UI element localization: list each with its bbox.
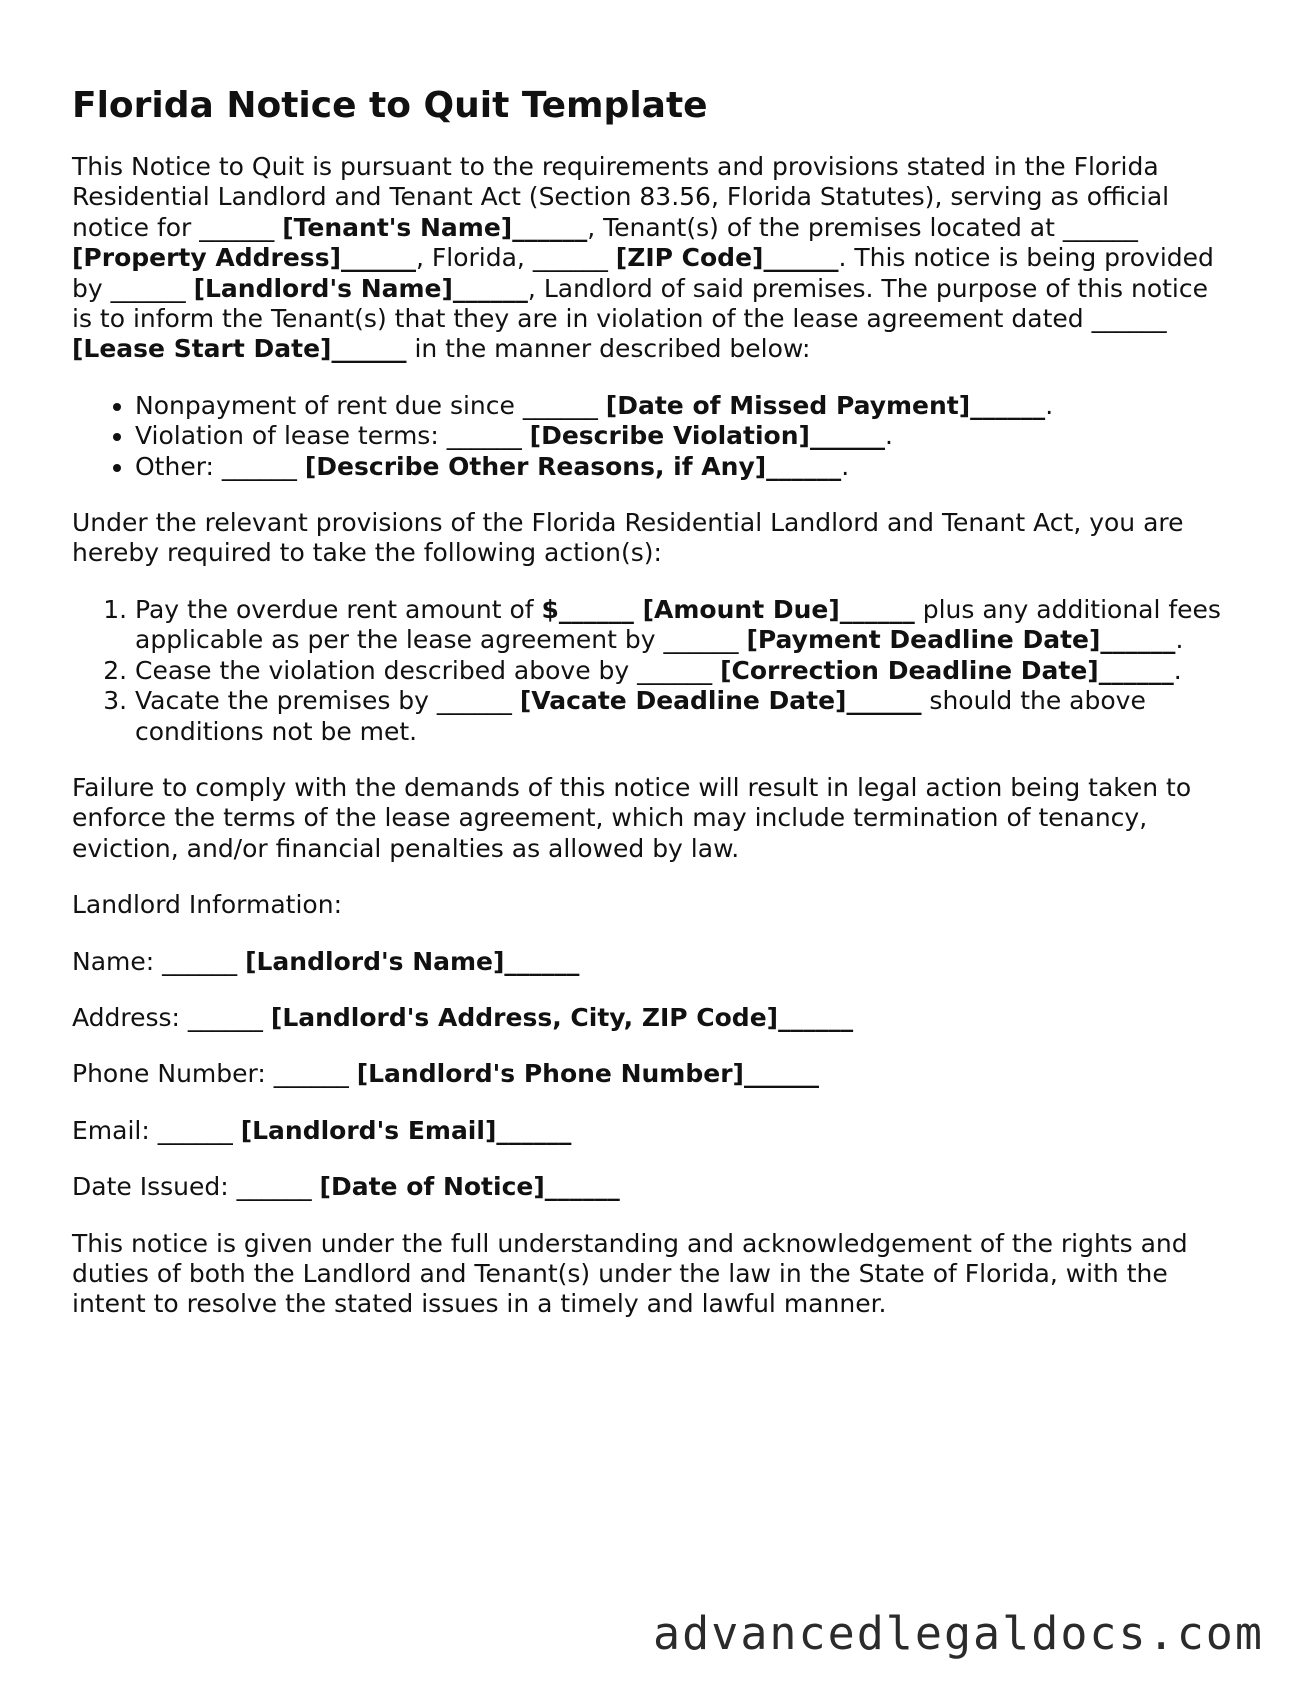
list-item: 2. Cease the violation described above by ______ [Correction Deadline Date]______. [135,656,1232,686]
footer-watermark: advancedlegaldocs.com [653,1607,1264,1660]
list-item: • Other: ______ [Describe Other Reasons, if Any]______. [135,452,1232,482]
violations-list [72,391,1232,482]
landlord-phone-line: Phone Number: ______ [Landlord's Phone Number]______ [72,1059,819,1089]
intro-paragraph: This Notice to Quit is pursuant to the requirements and provisions stated in the Florida Residential Landlord and Tenant Act (Section 83.56, Florida Statutes), serving as official notice for ______ [Tenant's Name]______, Tenant(s) of the premises located at ______ [Property Address]______, Florida, ______ [ZIP Code]______. This notice is being provided by ______ [Landlord's Name]______, Landlord of said premises. The purpose of this notice is to inform the Tenant(s) that they are in violation of the lease agreement dated ______ [Lease Start Date]______ in the manner described below: [72,152,1214,364]
actions-list [72,595,1232,747]
correction-deadline-field: [Correction Deadline Date]______ [720,655,1174,685]
missed-payment-date-field: [Date of Missed Payment]______ [605,390,1046,420]
closing-paragraph: This notice is given under the full understanding and acknowledgement of the rights and duties of both the Landlord and Tenant(s) under the law in the State of Florida, with the intent to resolve the stated issues in a timely and lawful manner. [72,1228,1188,1319]
tenant-name-field: [Tenant's Name]______ [282,212,588,242]
list-item: • Violation of lease terms: ______ [Describe Violation]______. [135,421,1232,451]
property-address-field: [Property Address]______ [72,243,416,273]
page-title: Florida Notice to Quit Template [72,85,708,126]
amount-due-field: $______ [Amount Due]______ [541,594,915,624]
date-issued-line: Date Issued: ______ [Date of Notice]______ [72,1172,620,1202]
list-item: 1. Pay the overdue rent amount of $______ [Amount Due]______ plus any additional fees applicable as per the lease agreement by ______ [Payment Deadline Date]______. [135,595,1232,656]
landlord-name-line: Name: ______ [Landlord's Name]______ [72,946,580,976]
violation-description-field: [Describe Violation]______ [529,421,885,451]
list-item: 3. Vacate the premises by ______ [Vacate Deadline Date]______ should the above conditions not be met. [135,686,1232,747]
landlord-name-field: [Landlord's Name]______ [193,273,528,303]
document-page [72,84,1232,1346]
zip-code-field: [ZIP Code]______ [615,243,839,273]
required-actions-intro: Under the relevant provisions of the Florida Residential Landlord and Tenant Act, you are hereby required to take the following action(s): [72,508,1184,568]
landlord-email-line: Email: ______ [Landlord's Email]______ [72,1115,572,1145]
failure-paragraph: Failure to comply with the demands of this notice will result in legal action being taken to enforce the terms of the lease agreement, which may include termination of tenancy, eviction, and/or financial penalties as allowed by law. [72,772,1192,863]
landlord-address-line: Address: ______ [Landlord's Address, City, ZIP Code]______ [72,1002,854,1032]
list-item: • Nonpayment of rent due since ______ [Date of Missed Payment]______. [135,391,1232,421]
vacate-deadline-field: [Vacate Deadline Date]______ [519,686,922,716]
other-reasons-field: [Describe Other Reasons, if Any]______ [304,451,842,481]
landlord-info-heading: Landlord Information: [72,890,342,920]
lease-start-date-field: [Lease Start Date]______ [72,334,407,364]
payment-deadline-field: [Payment Deadline Date]______ [746,625,1176,655]
